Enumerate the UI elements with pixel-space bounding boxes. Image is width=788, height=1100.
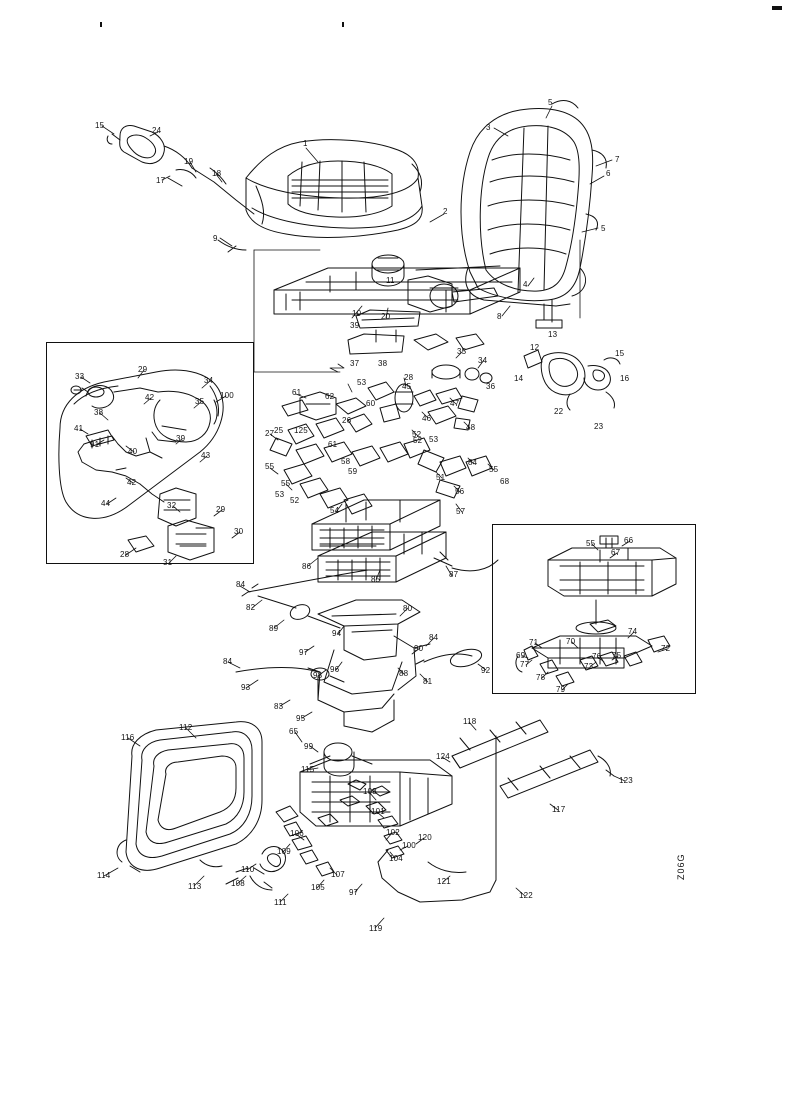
recliner-handle-assembly: [107, 125, 254, 252]
callout-number: 15: [615, 349, 625, 358]
callout-number: 86: [302, 562, 312, 571]
callout-number: 33: [75, 372, 85, 381]
callout-number: 115: [301, 765, 315, 774]
callout-number: 32: [167, 501, 177, 510]
callout-number: 52: [413, 436, 423, 445]
callout-number: 90: [414, 644, 424, 653]
callout-number: 78: [536, 673, 546, 682]
callout-number: 57: [456, 507, 466, 516]
callout-number: 67: [611, 548, 621, 557]
callout-number: 38: [378, 359, 388, 368]
callout-number: 7: [615, 155, 620, 164]
callout-number: 69: [516, 651, 526, 660]
callout-number: 79: [556, 685, 566, 694]
callout-number: 121: [437, 877, 451, 886]
callout-number: 68: [500, 477, 510, 486]
callout-number: 96: [330, 665, 340, 674]
callout-number: 22: [554, 407, 564, 416]
figure-code: Z06G: [676, 853, 686, 880]
callout-number: 43: [201, 451, 211, 460]
callout-number: 29: [216, 505, 226, 514]
callout-number: 85: [371, 575, 381, 584]
callout-number: 89: [269, 624, 279, 633]
callout-number: 31: [163, 558, 173, 567]
callout-number: 38: [94, 408, 104, 417]
callout-number: 47: [450, 399, 460, 408]
callout-number: 76: [592, 652, 602, 661]
callout-number: 118: [463, 717, 477, 726]
callout-number: 100: [402, 841, 416, 850]
callout-number: 100: [220, 391, 234, 400]
callout-number: 58: [341, 457, 351, 466]
callout-number: 12: [530, 343, 540, 352]
callout-number: 70: [566, 637, 576, 646]
callout-number: 61: [292, 388, 302, 397]
callout-number: 51: [436, 473, 446, 482]
track-motor-detail: [516, 536, 676, 686]
callout-number: 29: [138, 365, 148, 374]
drive-cables: [236, 552, 498, 682]
callout-number: 110: [241, 865, 255, 874]
callout-number: 35: [457, 347, 467, 356]
callout-number: 3: [486, 123, 491, 132]
seat-cushion-part-1: [246, 140, 422, 238]
callout-number: 53: [357, 378, 367, 387]
lower-right-rods: [378, 717, 614, 902]
callout-number: 92: [481, 666, 491, 675]
callout-number: 94: [332, 629, 342, 638]
callout-number: 27: [265, 429, 275, 438]
callout-number: 95: [296, 714, 306, 723]
callout-number: 55: [489, 465, 499, 474]
callout-number: 103: [363, 787, 377, 796]
callout-number: 88: [399, 669, 409, 678]
callout-number: 37: [350, 359, 360, 368]
callout-number: 101: [371, 807, 385, 816]
callout-number: 55: [265, 462, 275, 471]
callout-number: 84: [223, 657, 233, 666]
side-lever-assembly: [524, 350, 620, 410]
callout-number: 30: [234, 527, 244, 536]
callout-number: 52: [290, 496, 300, 505]
callout-number: 48: [466, 423, 476, 432]
lower-seat-frame: [308, 600, 433, 776]
callout-number: 54: [330, 506, 340, 515]
callout-number: 9: [213, 234, 218, 243]
callout-number: 5: [601, 224, 606, 233]
callout-number: 44: [101, 499, 111, 508]
callout-number: 65: [289, 727, 299, 736]
callout-number: 83: [274, 702, 284, 711]
callout-number: 97: [349, 888, 359, 897]
callout-number: 8: [497, 312, 502, 321]
callout-number: 52: [412, 430, 422, 439]
callout-number: 105: [311, 883, 325, 892]
callout-number: 18: [212, 169, 222, 178]
callout-number: 75: [612, 651, 622, 660]
callout-number: 71: [529, 638, 539, 647]
callout-number: 72: [661, 644, 671, 653]
callout-number: 28: [120, 550, 130, 559]
callout-number: 17: [156, 176, 166, 185]
callout-number: 73: [584, 662, 594, 671]
callout-number: 112: [179, 723, 193, 732]
callout-number: 120: [418, 833, 432, 842]
callout-number: 91: [90, 440, 100, 449]
callout-number: 34: [478, 356, 488, 365]
callout-number: 119: [369, 924, 383, 933]
callout-number: 97: [299, 648, 309, 657]
callout-number: 45: [402, 382, 412, 391]
assembly-reference-box: [254, 240, 580, 372]
callout-number: 42: [127, 478, 137, 487]
callout-number: 10: [352, 309, 362, 318]
callout-number: 62: [325, 392, 335, 401]
callout-number: 82: [246, 603, 256, 612]
callout-number: 114: [97, 871, 111, 880]
callout-number: 87: [449, 570, 459, 579]
callout-number: 122: [519, 891, 533, 900]
callout-number: 59: [348, 467, 358, 476]
callout-number: 6: [606, 169, 611, 178]
callout-number: 55: [281, 479, 291, 488]
callout-number: 53: [275, 490, 285, 499]
callout-number: 23: [594, 422, 604, 431]
callout-number: 81: [423, 677, 433, 686]
callout-number: 93: [241, 683, 251, 692]
callout-number: 13: [548, 330, 558, 339]
callout-number: 107: [331, 870, 345, 879]
callout-number: 24: [152, 126, 162, 135]
callout-number: 74: [628, 627, 638, 636]
callout-number: 66: [624, 536, 634, 545]
callout-number: 60: [366, 399, 376, 408]
callout-number: 98: [313, 671, 323, 680]
callout-number: 106: [290, 829, 304, 838]
callout-number: 35: [195, 397, 205, 406]
seat-back-part-3: [461, 98, 606, 306]
callout-number: 104: [389, 854, 403, 863]
leader-lines-upper: [102, 106, 612, 316]
callout-number: 102: [386, 828, 400, 837]
callout-number: 116: [121, 733, 135, 742]
callout-number: 2: [443, 207, 448, 216]
callout-number: 113: [188, 882, 202, 891]
callout-number: 125: [294, 426, 308, 435]
callout-number: 5: [548, 98, 553, 107]
callout-number: 46: [422, 414, 432, 423]
callout-number: 11: [386, 276, 395, 285]
callout-number: 99: [304, 742, 314, 751]
callout-number: 15: [95, 121, 105, 130]
callout-number: 117: [552, 805, 566, 814]
callout-number: 39: [176, 434, 186, 443]
callout-number: 80: [403, 604, 413, 613]
callout-number: 16: [620, 374, 630, 383]
callout-number: 84: [236, 580, 246, 589]
callout-number: 61: [328, 440, 338, 449]
callout-number: 40: [128, 447, 138, 456]
callout-number: 84: [429, 633, 439, 642]
callout-number: 53: [429, 435, 439, 444]
callout-number: 123: [619, 776, 633, 785]
callout-number: 56: [455, 487, 465, 496]
callout-number: 42: [145, 393, 155, 402]
callout-number: 39: [350, 321, 360, 330]
callout-number: 26: [342, 416, 352, 425]
callout-number: 36: [486, 382, 496, 391]
callout-number: 41: [74, 424, 84, 433]
callout-number: 14: [514, 374, 524, 383]
callout-number: 111: [274, 898, 287, 907]
callout-number: 1: [303, 139, 308, 148]
callout-number: 124: [436, 752, 450, 761]
callout-number: 34: [204, 376, 214, 385]
callout-number: 108: [231, 879, 245, 888]
callout-number: 19: [184, 157, 194, 166]
callout-number: 20: [381, 312, 391, 321]
seat-trim-shroud: [117, 722, 262, 872]
callout-number: 109: [277, 847, 291, 856]
callout-number: 28: [404, 373, 414, 382]
callout-number: 84: [468, 458, 478, 467]
callout-number: 55: [586, 539, 596, 548]
callout-number: 25: [274, 426, 284, 435]
callout-number: 77: [520, 660, 530, 669]
callout-number: 4: [523, 280, 528, 289]
